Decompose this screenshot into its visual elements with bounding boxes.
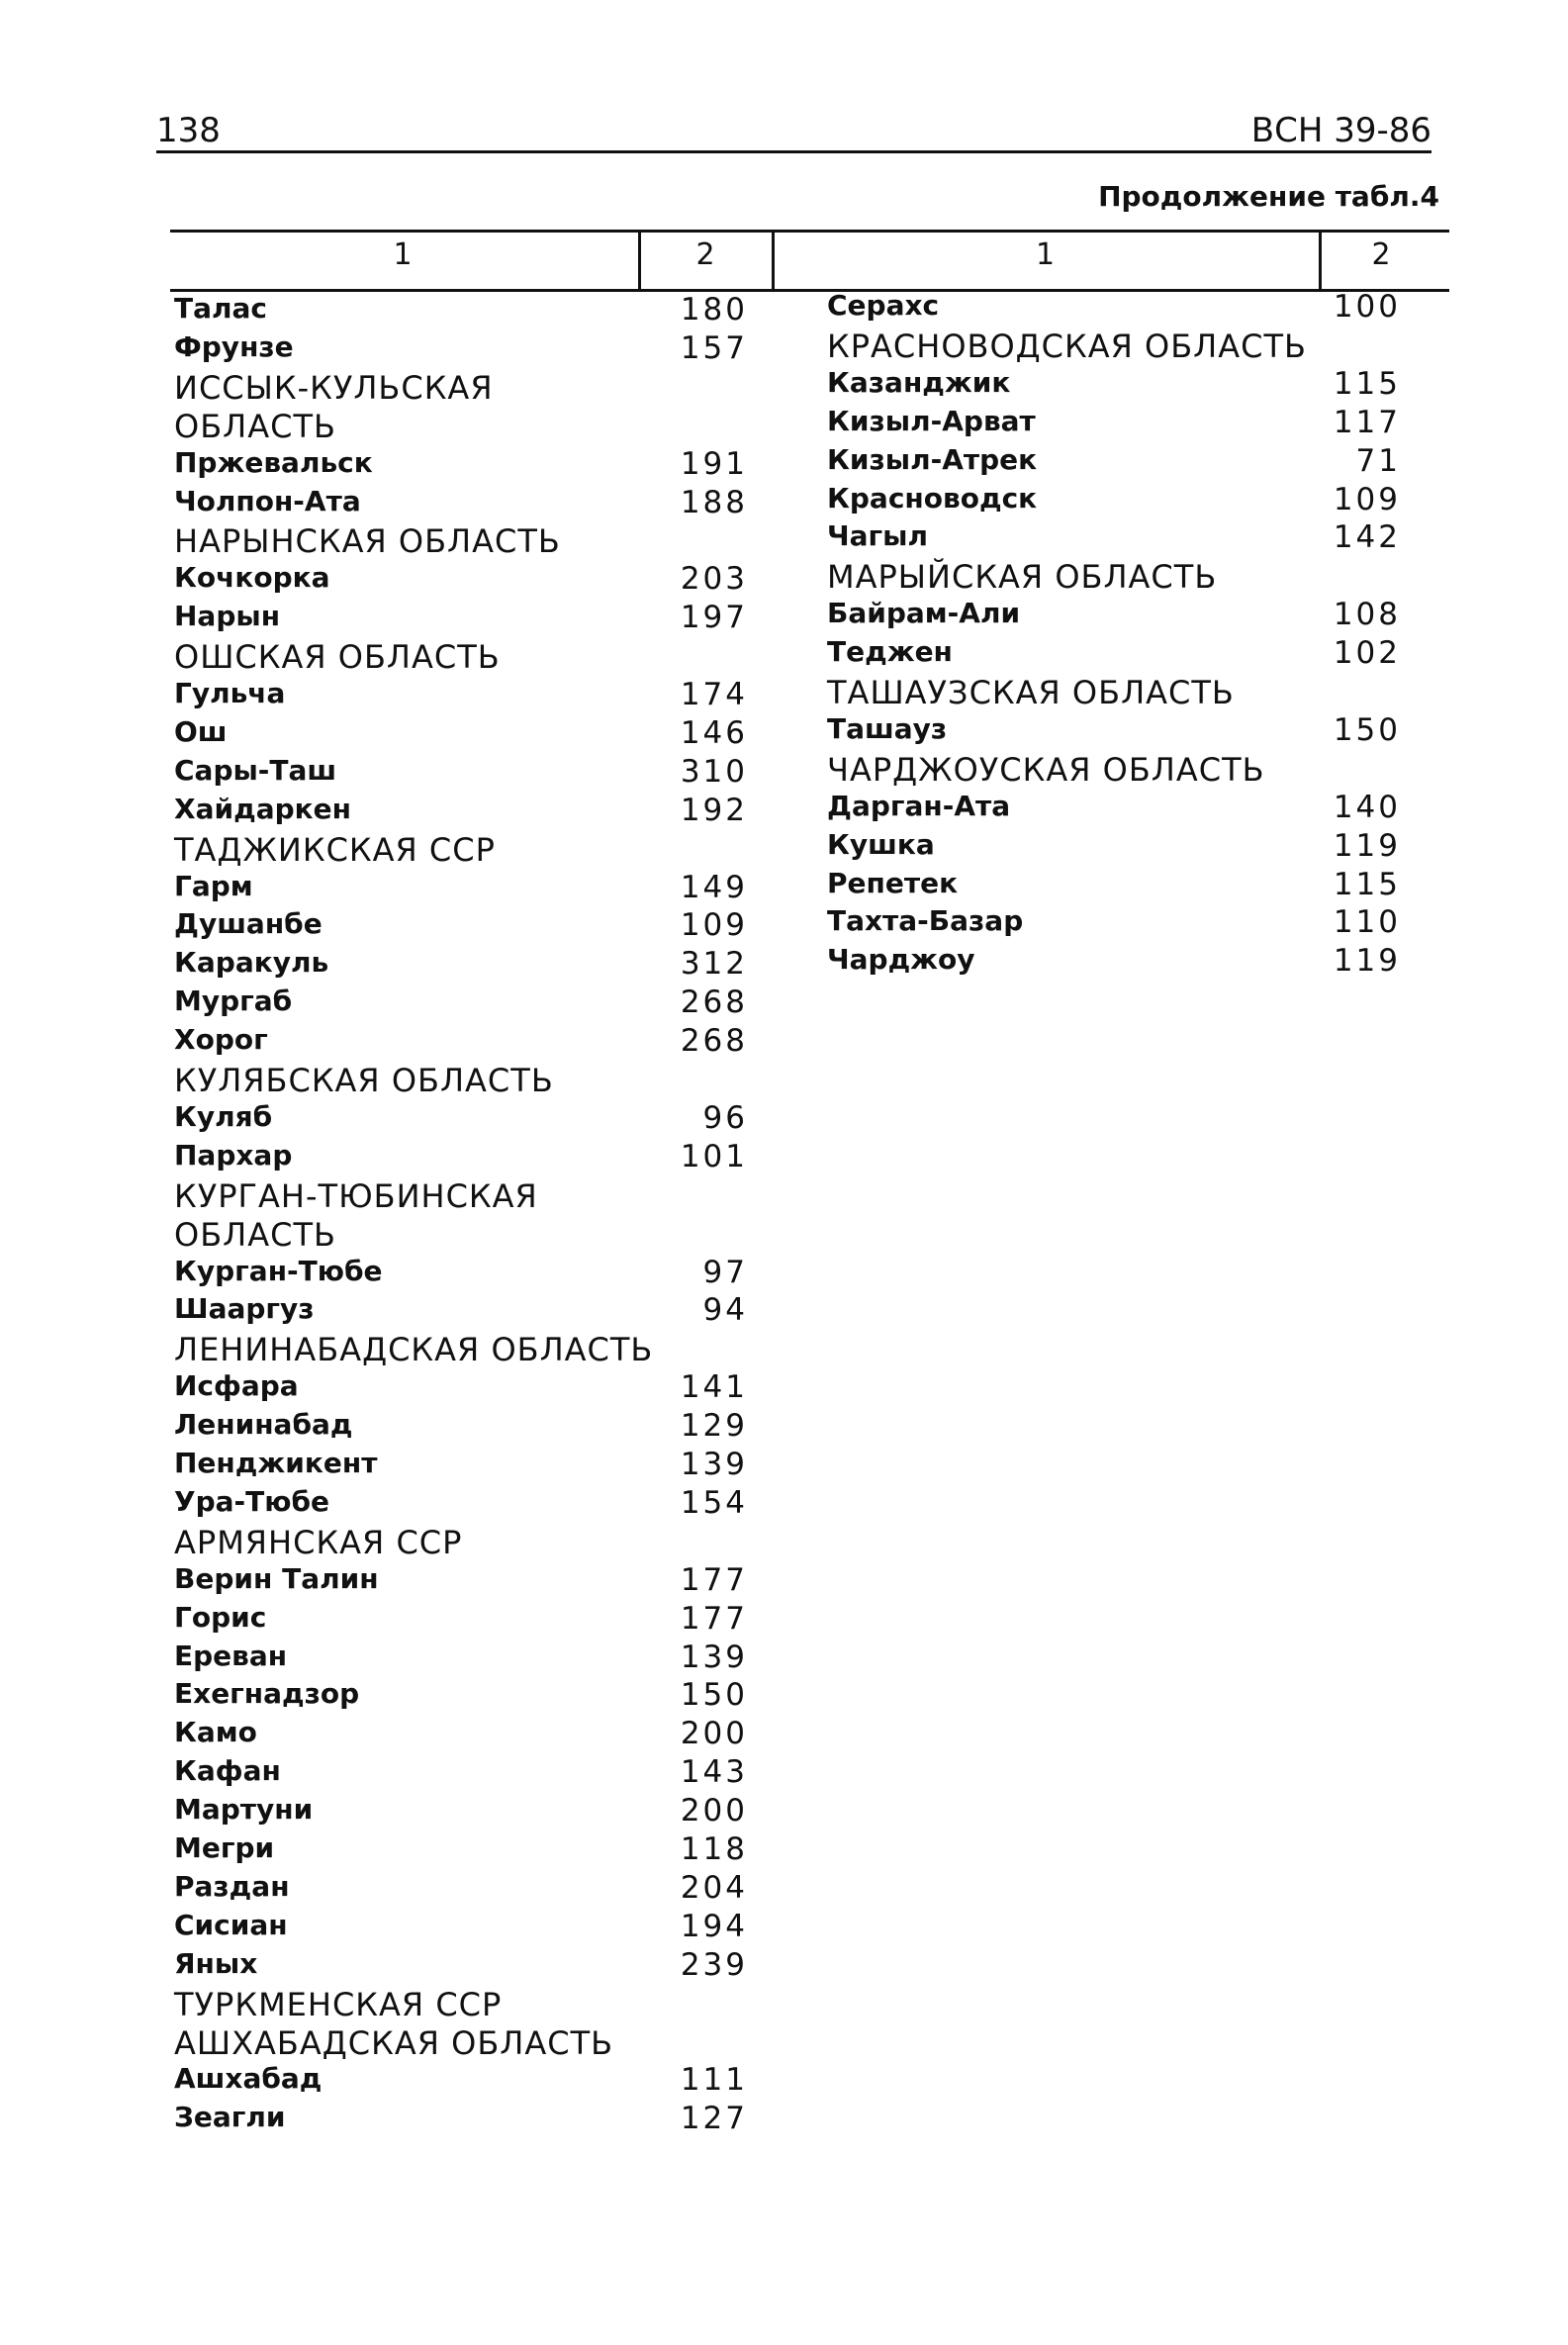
station-name: Хорог — [174, 1023, 268, 1057]
station-value: 268 — [680, 1023, 748, 1060]
table-row — [174, 907, 758, 945]
station-name: Кушка — [827, 827, 935, 861]
station-value: 204 — [680, 1869, 748, 1906]
table-row — [174, 1562, 758, 1600]
table-row — [174, 946, 758, 984]
station-name: Серахс — [827, 289, 940, 322]
region-heading-row — [174, 1062, 758, 1099]
region-name: ИССЫК-КУЛЬСКАЯ — [174, 368, 494, 407]
station-value: 191 — [680, 445, 748, 482]
station-value: 143 — [680, 1754, 748, 1791]
table-row — [827, 790, 1411, 827]
table-row — [827, 635, 1411, 673]
table-row — [827, 597, 1411, 634]
station-value: 150 — [680, 1677, 748, 1714]
region-name: МАРЫЙСКАЯ ОБЛАСТЬ — [827, 558, 1218, 597]
table-row — [174, 1640, 758, 1677]
region-name: ОШСКАЯ ОБЛАСТЬ — [174, 638, 501, 677]
table-row — [174, 754, 758, 792]
table-row — [174, 870, 758, 907]
table-row — [174, 1292, 758, 1330]
station-name: Красноводск — [827, 481, 1038, 515]
station-value: 157 — [680, 329, 748, 366]
station-name: Горис — [174, 1600, 267, 1634]
table-row — [174, 1716, 758, 1753]
region-name: ТУРКМЕНСКАЯ ССР — [174, 1985, 503, 2023]
station-name: Гарм — [174, 869, 253, 902]
table-row — [827, 828, 1411, 866]
table-row — [827, 904, 1411, 942]
region-name: ОБЛАСТЬ — [174, 407, 336, 445]
station-name: Пенджикент — [174, 1447, 378, 1479]
station-name: Чолпон-Ата — [174, 484, 361, 517]
region-heading-row — [174, 1177, 758, 1215]
table-row — [174, 1601, 758, 1639]
table-row — [174, 1793, 758, 1830]
station-value: 115 — [1333, 365, 1401, 402]
region-name: АРМЯНСКАЯ ССР — [174, 1523, 463, 1561]
table-row — [174, 1255, 758, 1292]
station-name: Байрам-Али — [827, 597, 1021, 630]
station-value: 142 — [1333, 519, 1401, 556]
table-row — [174, 1677, 758, 1715]
station-value: 268 — [680, 985, 748, 1021]
station-name: Мургаб — [174, 985, 293, 1018]
table-row — [174, 292, 758, 329]
station-name: Шааргуз — [174, 1292, 315, 1326]
table-row — [827, 867, 1411, 904]
region-heading-row — [174, 1524, 758, 1561]
column-header-1-left: 1 — [393, 237, 413, 272]
table-row — [174, 1754, 758, 1792]
station-value: 118 — [680, 1831, 748, 1867]
station-name: Пархар — [174, 1138, 293, 1172]
station-name: Дарган-Ата — [827, 789, 1011, 822]
station-name: Ереван — [174, 1639, 288, 1672]
header-rule — [156, 150, 1431, 153]
table-row — [827, 519, 1411, 557]
station-name: Чарджоу — [827, 943, 975, 977]
station-name: Душанбе — [174, 907, 323, 941]
table-row — [827, 405, 1411, 442]
table-row — [827, 482, 1411, 519]
station-value: 119 — [1333, 827, 1401, 864]
station-value: 109 — [680, 907, 748, 944]
table-row — [174, 1485, 758, 1523]
station-name: Мартуни — [174, 1793, 314, 1827]
region-heading-row — [827, 558, 1411, 596]
region-name: ЛЕНИНАБАДСКАЯ ОБЛАСТЬ — [174, 1331, 654, 1369]
region-heading-row — [174, 638, 758, 676]
station-name: Исфара — [174, 1369, 299, 1403]
document-code: ВСН 39-86 — [1250, 111, 1431, 150]
station-name: Фрунзе — [174, 329, 294, 363]
station-value: 129 — [680, 1408, 748, 1445]
station-name: Каракуль — [174, 946, 329, 980]
station-value: 188 — [680, 484, 748, 520]
table-row — [174, 1023, 758, 1061]
station-name: Кафан — [174, 1754, 281, 1788]
table-row — [174, 1870, 758, 1908]
station-value: 94 — [702, 1292, 748, 1329]
region-heading-row — [174, 408, 758, 445]
region-name: ЧАРДЖОУСКАЯ ОБЛАСТЬ — [827, 750, 1265, 789]
table-row — [174, 485, 758, 522]
station-value: 149 — [680, 869, 748, 905]
station-value: 140 — [1333, 789, 1401, 825]
region-name: КУЛЯБСКАЯ ОБЛАСТЬ — [174, 1062, 554, 1099]
station-value: 177 — [680, 1561, 748, 1598]
station-value: 154 — [680, 1484, 748, 1521]
station-value: 312 — [680, 946, 748, 983]
station-name: Камо — [174, 1716, 257, 1749]
station-name: Тахта-Базар — [827, 904, 1024, 938]
station-value: 101 — [680, 1138, 748, 1174]
region-heading-row — [174, 831, 758, 869]
station-name: Ехегнадзор — [174, 1677, 360, 1711]
station-value: 119 — [1333, 943, 1401, 980]
column-header-2-left: 2 — [695, 237, 715, 272]
table-row — [174, 1447, 758, 1484]
table-row — [174, 1909, 758, 1946]
station-value: 110 — [1333, 904, 1401, 941]
table-row — [174, 561, 758, 599]
station-name: Верин Талин — [174, 1561, 379, 1595]
station-name: Казанджик — [827, 365, 1011, 399]
station-value: 97 — [702, 1254, 748, 1290]
station-name: Теджен — [827, 635, 953, 669]
station-name: Зеагли — [174, 2101, 286, 2134]
station-value: 102 — [1333, 635, 1401, 672]
region-name: НАРЫНСКАЯ ОБЛАСТЬ — [174, 522, 561, 561]
table-row — [174, 600, 758, 637]
station-value: 146 — [680, 714, 748, 751]
region-name: ТАДЖИКСКАЯ ССР — [174, 830, 496, 869]
region-heading-row — [174, 369, 758, 407]
column-header-1-right: 1 — [1035, 237, 1056, 272]
region-name: КУРГАН-ТЮБИНСКАЯ — [174, 1176, 538, 1215]
station-name: Кизыл-Атрек — [827, 442, 1038, 476]
station-name: Ош — [174, 714, 228, 748]
table-row — [174, 793, 758, 830]
station-name: Репетек — [827, 866, 959, 899]
station-name: Яных — [174, 1946, 258, 1980]
station-value: 100 — [1333, 289, 1401, 325]
station-value: 96 — [702, 1099, 748, 1136]
table-row — [174, 1369, 758, 1407]
station-name: Куляб — [174, 1099, 273, 1133]
region-heading-row — [827, 328, 1411, 365]
table-row — [827, 289, 1411, 327]
station-value: 203 — [680, 561, 748, 598]
region-heading-row — [174, 1331, 758, 1368]
region-heading-row — [827, 674, 1411, 711]
table-row — [174, 985, 758, 1022]
table-row — [174, 715, 758, 753]
station-value: 109 — [1333, 481, 1401, 517]
station-name: Гульча — [174, 677, 286, 709]
station-name: Мегри — [174, 1831, 275, 1864]
station-value: 150 — [1333, 711, 1401, 748]
station-value: 117 — [1333, 404, 1401, 440]
table-row — [827, 712, 1411, 750]
region-name: ТАШАУЗСКАЯ ОБЛАСТЬ — [827, 674, 1235, 711]
station-name: Хайдаркен — [174, 792, 351, 825]
station-value: 197 — [680, 600, 748, 636]
station-name: Кочкорка — [174, 561, 330, 595]
table-row — [827, 443, 1411, 481]
station-value: 139 — [680, 1639, 748, 1675]
station-value: 194 — [680, 1908, 748, 1944]
station-value: 139 — [680, 1447, 748, 1482]
page-number: 138 — [156, 111, 221, 150]
station-name: Талас — [174, 292, 267, 325]
table-row — [174, 446, 758, 484]
station-name: Пржевальск — [174, 445, 373, 479]
column-header-2-right: 2 — [1371, 237, 1391, 272]
region-name: АШХАБАДСКАЯ ОБЛАСТЬ — [174, 2023, 614, 2062]
table-top-rule — [170, 230, 1449, 233]
region-heading-row — [174, 1986, 758, 2023]
table-continuation-label: Продолжение табл.4 — [1098, 180, 1439, 213]
table-row — [174, 1831, 758, 1869]
station-name: Ташауз — [827, 711, 948, 745]
station-value: 310 — [680, 753, 748, 790]
station-name: Сары-Таш — [174, 753, 337, 787]
table-row — [174, 1947, 758, 1985]
station-name: Курган-Тюбе — [174, 1254, 383, 1287]
station-name: Кизыл-Арват — [827, 404, 1036, 437]
station-value: 71 — [1355, 442, 1401, 479]
station-value: 239 — [680, 1946, 748, 1983]
table-row — [174, 1100, 758, 1138]
table-row — [827, 366, 1411, 404]
table-row — [827, 943, 1411, 981]
region-name: КРАСНОВОДСКАЯ ОБЛАСТЬ — [827, 327, 1307, 365]
station-name: Ленинабад — [174, 1408, 353, 1442]
station-value: 174 — [680, 677, 748, 712]
station-value: 177 — [680, 1600, 748, 1637]
station-value: 111 — [680, 2062, 748, 2099]
region-heading-row — [174, 522, 758, 560]
region-heading-row — [174, 2024, 758, 2062]
station-value: 200 — [680, 1716, 748, 1752]
table-row — [174, 677, 758, 714]
station-name: Ашхабад — [174, 2062, 323, 2096]
station-name: Раздан — [174, 1869, 290, 1903]
station-value: 127 — [680, 2101, 748, 2137]
table-row — [174, 1408, 758, 1446]
table-row — [174, 2101, 758, 2138]
station-value: 108 — [1333, 597, 1401, 633]
table-row — [174, 2062, 758, 2100]
table-row — [174, 330, 758, 368]
region-heading-row — [827, 751, 1411, 789]
station-value: 141 — [680, 1369, 748, 1406]
station-name: Сисиан — [174, 1908, 288, 1941]
station-name: Ура-Тюбе — [174, 1484, 330, 1518]
station-value: 180 — [680, 292, 748, 328]
region-name: ОБЛАСТЬ — [174, 1215, 336, 1254]
station-value: 200 — [680, 1793, 748, 1829]
station-value: 192 — [680, 792, 748, 828]
station-name: Чагыл — [827, 519, 928, 553]
station-value: 115 — [1333, 866, 1401, 902]
region-heading-row — [174, 1216, 758, 1254]
station-name: Нарын — [174, 600, 281, 633]
table-row — [174, 1139, 758, 1176]
